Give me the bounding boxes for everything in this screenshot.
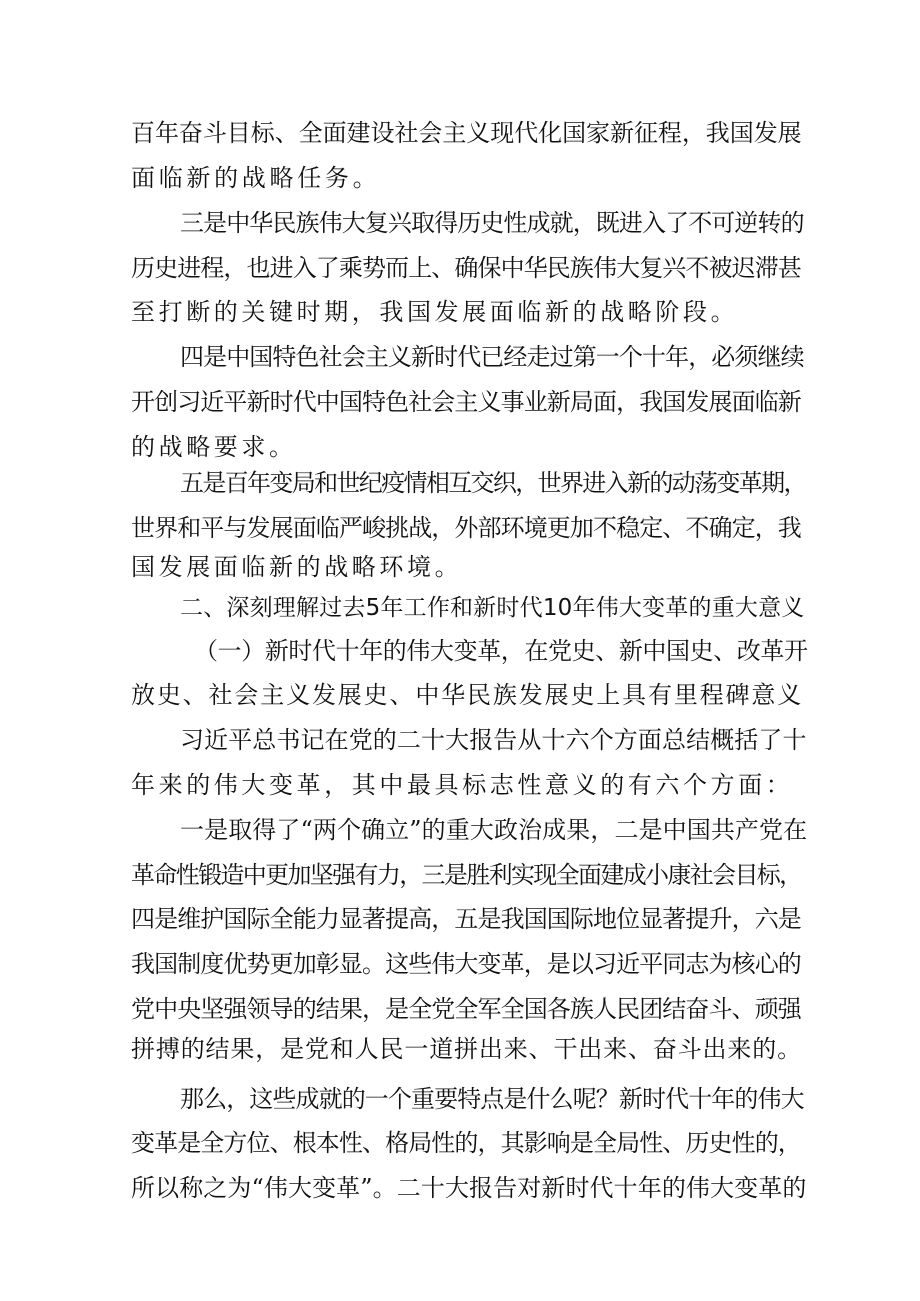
text-line xyxy=(0,292,920,332)
line-text: 年来的伟大变革，其中最具标志性意义的有六个方面： xyxy=(131,771,794,799)
line-text: （一）新时代十年的伟大变革，在党史、新中国史、改革开 xyxy=(194,637,808,665)
line-text: 开创习近平新时代中国特色社会主义事业新局面，我国发展面临新 xyxy=(131,388,801,416)
line-text: 面临新的战略任务。 xyxy=(131,164,381,192)
line-text: 革命性锻造中更加坚强有力，三是胜利实现全面建成小康社会目标， xyxy=(131,861,802,889)
text-line xyxy=(0,855,920,895)
line-text: 至打断的关键时期，我国发展面临新的战略阶段。 xyxy=(131,298,739,326)
line-text: 四是维护国际全能力显著提高，五是我国国际地位显著提升，六是 xyxy=(131,905,801,933)
line-text: 四是中国特色社会主义新时代已经走过第一个十年，必须继续 xyxy=(180,343,804,371)
text-line xyxy=(0,158,920,198)
line-text: 习近平总书记在党的二十大报告从十六个方面总结概括了十 xyxy=(180,726,807,754)
subsection-heading xyxy=(0,631,920,671)
text-line xyxy=(0,944,920,984)
text-line xyxy=(0,810,920,850)
text-line xyxy=(0,1123,920,1163)
text-line xyxy=(0,427,920,467)
line-text: 百年奋斗目标、全面建设社会主义现代化国家新征程，我国发展 xyxy=(131,119,802,147)
text-line xyxy=(0,337,920,377)
line-text: 五是百年变局和世纪疫情相互交织，世界进入新的动荡变革期， xyxy=(180,469,806,497)
subsection-heading xyxy=(0,675,920,715)
line-text: 一是取得了“两个确立”的重大政治成果，二是中国共产党在 xyxy=(180,816,808,844)
text-line xyxy=(0,1079,920,1119)
line-text: 三是中华民族伟大复兴取得历史性成就，既进入了不可逆转的 xyxy=(180,209,804,237)
text-line xyxy=(0,720,920,760)
line-text: 拼搏的结果，是党和人民一道拼出来、干出来、奋斗出来的。 xyxy=(131,1035,802,1063)
line-text: 所以称之为“伟大变革”。二十大报告对新时代十年的伟大变革的 xyxy=(131,1174,807,1202)
text-line xyxy=(0,765,920,805)
line-text: 世界和平与发展面临严峻挑战，外部环境更加不稳定、不确定，我 xyxy=(131,514,801,542)
line-text: 国发展面临新的战略环境。 xyxy=(131,553,463,581)
line-text: 那么，这些成就的一个重要特点是什么呢？新时代十年的伟大 xyxy=(180,1085,804,1113)
text-line xyxy=(0,1029,920,1069)
line-text: 我国制度优势更加彰显。这些伟大变革，是以习近平同志为核心的 xyxy=(131,950,801,978)
line-text: 的战略要求。 xyxy=(131,433,297,461)
line-text: 变革是全方位、根本性、格局性的，其影响是全局性、历史性的， xyxy=(131,1129,801,1157)
text-line xyxy=(0,508,920,548)
text-line xyxy=(0,382,920,422)
text-line xyxy=(0,899,920,939)
line-text: 党中央坚强领导的结果，是全党全军全国各族人民团结奋斗、顽强 xyxy=(131,995,801,1023)
text-line xyxy=(0,463,920,503)
section-heading xyxy=(0,588,920,628)
text-line xyxy=(0,989,920,1029)
text-line xyxy=(0,203,920,243)
heading-text: 二、深刻理解过去5年工作和新时代10年伟大变革的重大意义 xyxy=(180,595,805,621)
text-line xyxy=(0,248,920,288)
line-text: 历史进程，也进入了乘势而上、确保中华民族伟大复兴不被迟滞甚 xyxy=(131,254,801,282)
text-line xyxy=(0,1168,920,1208)
text-line xyxy=(0,113,920,153)
text-line xyxy=(0,547,920,587)
line-text: 放史、社会主义发展史、中华民族发展史上具有里程碑意义 xyxy=(131,681,804,709)
